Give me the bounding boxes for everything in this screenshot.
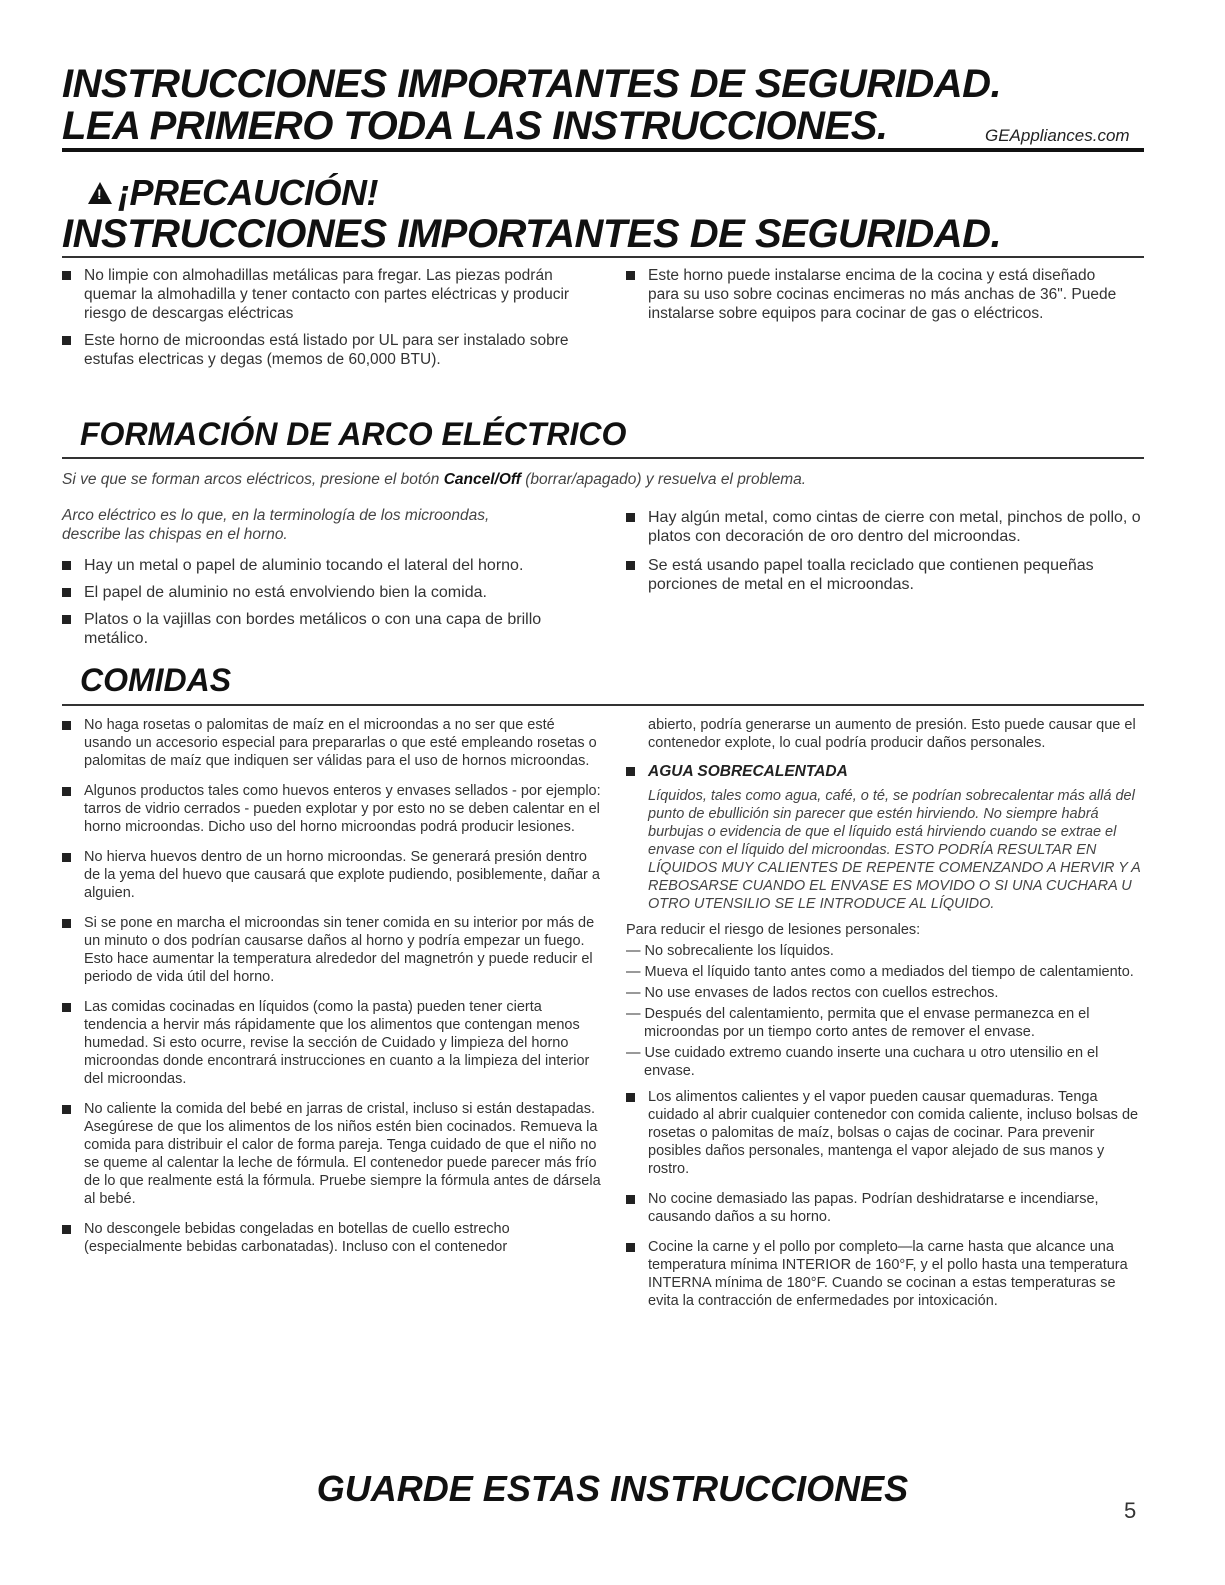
arcing-note-post: (borrar/apagado) y resuelva el problema. <box>520 471 807 488</box>
list-item: Hay un metal o papel de aluminio tocando el lateral del horno. <box>62 556 602 575</box>
list-item <box>626 762 1146 781</box>
dash-item: — Después del calentamiento, permita que el envase permanezca en el microondas por un tiempo corto antes de remover el envase. <box>626 1006 1090 1040</box>
dash-item: — Use cuidado extremo cuando inserte una cuchara u otro utensilio en el envase. <box>626 1045 1099 1079</box>
arcing-definition: Arco eléctrico es lo que, en la terminología de los microondas, describe las chispas en el horno. <box>62 507 490 543</box>
list-item: Si se pone en marcha el microondas sin tener comida en su interior por más de un minuto o dos podrían causarse daños al horno y podría empezar un fuego. Esto hace aumentar la temperatura alrededor del magnetrón y puede reducir el periodo de vida útil del horno. <box>62 914 602 986</box>
website-link[interactable]: GEAppliances.com <box>985 126 1130 145</box>
arcing-divider <box>62 457 1144 459</box>
caution-left-list <box>62 266 582 377</box>
arcing-note <box>62 471 806 489</box>
continuation-text: abierto, podría generarse un aumento de presión. Esto puede causar que el contenedor explote, lo cual podría producir daños personales. <box>648 717 1136 751</box>
list-item: Los alimentos calientes y el vapor pueden causar quemaduras. Tenga cuidado al abrir cualquier contenedor con comida caliente, incluso bolsas de rosetas o palomitas de maíz, bolsas o cajas de cocinar. Para prevenir posibles daños personales, mantenga el vapor alejado de sus manos y rostro. <box>626 1088 1146 1178</box>
list-item: No haga rosetas o palomitas de maíz en el microondas a no ser que esté usando un accesorio especial para prepararlas o que esté empleando rosetas o palomitas de maíz que indiquen ser válidas para el uso de hornos microondas. <box>62 716 602 770</box>
list-item: No limpie con almohadillas metálicas para fregar. Las piezas podrán quemar la almohadilla y tener contacto con partes eléctricas y producir riesgo de descargas eléctricas <box>62 266 582 323</box>
list-item: Este horno puede instalarse encima de la cocina y está diseñado para su uso sobre cocinas encimeras no más anchas de 36". Puede instalarse sobre equipos para cocinar de gas o eléctricos. <box>626 266 1126 323</box>
caution-subtitle: INSTRUCCIONES IMPORTANTES DE SEGURIDAD. <box>62 212 1002 256</box>
list-item: No descongele bebidas congeladas en botellas de cuello estrecho (especialmente bebidas carbonatadas). Incluso con el contenedor <box>62 1220 602 1256</box>
list-item: No hierva huevos dentro de un horno microondas. Se generará presión dentro de la yema del huevo que causará que explote pudiendo, posiblemente, dañar a alguien. <box>62 848 602 902</box>
dash-item: — No use envases de lados rectos con cuellos estrechos. <box>626 985 999 1001</box>
caution-title: ¡PRECAUCIÓN! <box>118 172 378 213</box>
caution-heading <box>88 172 378 214</box>
list-item: Las comidas cocinadas en líquidos (como la pasta) pueden tener cierta tendencia a hervir más rápidamente que los alimentos que contengan menos humedad. Si esto ocurre, revise la sección de Cuidado y limpieza del horno microondas donde encontrará instrucciones en cuanto a la limpieza del interior del microondas. <box>62 998 602 1088</box>
agua-heading: AGUA SOBRECALENTADA <box>648 763 848 780</box>
agua-warning: Líquidos, tales como agua, café, o té, se podrían sobrecalentar más allá del punto de ebullición sin parecer que estén hirviendo. No siempre habrá burbujas o evidencia de que el líquido está hirviendo cuando se extrae el envase con el líquido del microondas. ESTO PODRÍA RESULTAR EN LÍQUIDOS MUY CALIENTES DE REPENTE COMENZANDO A HERVIR Y A REBOSARSE CUANDO EL ENVASE ES MOVIDO O SI UNA CUCHARA U OTRO UTENSILIO SE LE INTRODUCE AL LÍQUIDO. <box>648 788 1141 912</box>
arcing-note-pre: Si ve que se forman arcos eléctricos, presione el botón <box>62 471 444 488</box>
arcing-left-list <box>62 556 602 656</box>
arcing-right-list <box>626 508 1146 602</box>
foods-right-column <box>626 716 1146 1318</box>
list-item: El papel de aluminio no está envolviendo bien la comida. <box>62 583 602 602</box>
header-divider <box>62 148 1144 152</box>
caution-divider <box>62 256 1144 258</box>
list-item: Hay algún metal, como cintas de cierre con metal, pinchos de pollo, o platos con decoración de oro dentro del microondas. <box>626 508 1146 546</box>
caution-right-list <box>626 266 1126 331</box>
dash-item: — Mueva el líquido tanto antes como a mediados del tiempo de calentamiento. <box>626 964 1134 980</box>
foods-right-list <box>626 1088 1146 1310</box>
dash-item: — No sobrecaliente los líquidos. <box>626 943 834 959</box>
list-item: Este horno de microondas está listado por UL para ser instalado sobre estufas electricas y degas (memos de 60,000 BTU). <box>62 331 582 369</box>
page-title-line1: INSTRUCCIONES IMPORTANTES DE SEGURIDAD. <box>62 62 1002 106</box>
list-item: Cocine la carne y el pollo por completo—la carne hasta que alcance una temperatura mínima INTERIOR de 160°F, y el pollo hasta una temperatura INTERNA mínima de 180°F. Cuando se cocinan a estas temperaturas se evita la contracción de enfermedades por intoxicación. <box>626 1238 1146 1310</box>
save-instructions: GUARDE ESTAS INSTRUCCIONES <box>316 1468 909 1509</box>
list-item: Platos o la vajillas con bordes metálicos o con una capa de brillo metálico. <box>62 610 602 648</box>
cancel-off-label: Cancel/Off <box>443 471 521 488</box>
reduce-intro: Para reducir el riesgo de lesiones personales: <box>626 922 921 938</box>
foods-divider <box>62 704 1144 706</box>
agua-list <box>626 762 1146 781</box>
list-item: Algunos productos tales como huevos enteros y envases sellados - por ejemplo: tarros de vidrio cerrados - pueden explotar y por esto no se deben calentar en el horno microondas. Dicho uso del horno microondas podrá producir lesiones. <box>62 782 602 836</box>
list-item: No caliente la comida del bebé en jarras de cristal, incluso si están destapadas. Asegúrese de que los alimentos de los niños estén bien cocinados. Remueva la comida para distribuir el calor de forma pareja. Tenga cuidado de que el niño no se queme al calentar la leche de fórmula. El contenedor puede parecer más frío de lo que realmente está la fórmula. Pruebe siempre la fórmula antes de dársela al bebé. <box>62 1100 602 1208</box>
page-number: 5 <box>1124 1498 1137 1523</box>
page-title-line2: LEA PRIMERO TODA LAS INSTRUCCIONES. <box>62 104 888 148</box>
foods-title: COMIDAS <box>80 662 232 698</box>
list-item: No cocine demasiado las papas. Podrían deshidratarse e incendiarse, causando daños a su horno. <box>626 1190 1146 1226</box>
list-item: Se está usando papel toalla reciclado que contienen pequeñas porciones de metal en el microondas. <box>626 556 1146 594</box>
foods-left-list <box>62 716 602 1264</box>
warning-triangle-icon <box>88 182 112 204</box>
arcing-title: FORMACIÓN DE ARCO ELÉCTRICO <box>80 416 627 452</box>
